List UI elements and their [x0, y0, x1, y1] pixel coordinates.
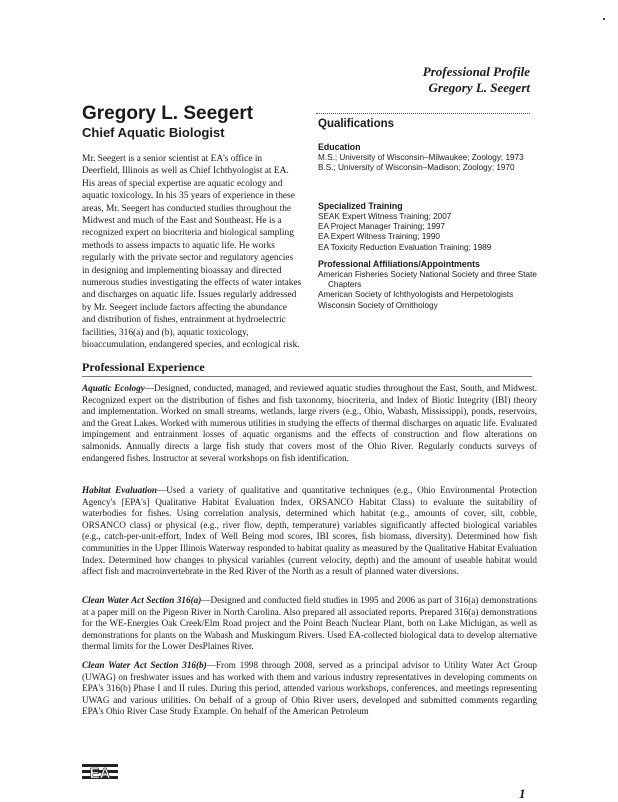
experience-paragraph [82, 485, 537, 578]
experience-paragraph [82, 595, 537, 653]
education-section [318, 142, 538, 173]
experience-heading: Professional Experience [82, 360, 205, 374]
experience-text: —Designed, conducted, managed, and reviewed aquatic studies throughout the East, South, and Midwest. Recognized expert on the distribution of fishes and fish taxonomy, biocriteria, and Index of Biotic Integrity (IBI) theory and implementation. Worked on small streams, wetlands, large rivers (e.g., Ohio, Wabash, Mississippi), ponds, reservoirs, and the Great Lakes. Worked with numerous utilities in studying the effects of thermal discharges on aquatic life. Evaluated impingement and entrainment losses of aquatic organisms and the effects of construction and flow alterations on salmonids. Annually directs a large fish study that covers most of the Ohio River. Regularly conducts surveys of endangered fishes. Instructor at several workshops on fish identification. [82, 383, 537, 463]
affiliation-item: American Fisheries Society National Society and three State Chapters [318, 270, 537, 290]
affiliations-heading: Professional Affiliations/Appointments [318, 259, 480, 269]
experience-text: —From 1998 through 2008, served as a principal advisor to Utility Water Act Group (UWAG) on freshwater issues and has worked with them and various industry representatives in developing comments on EPA's 316(b) Phase I and II rules. During this period, attended various workshops, conferences, and meetings representing UWAG and various utilities. On behalf of a group of Ohio River users, developed and submitted comments regarding EPA's Ohio River Case Study Example. On behalf of the American Petroleum [82, 660, 537, 717]
training-heading: Specialized Training [318, 201, 403, 211]
training-section [318, 201, 538, 253]
qualifications-heading: Qualifications [318, 118, 395, 130]
training-item: EA Expert Witness Training; 1990 [318, 232, 440, 242]
qualifications-rule [316, 113, 530, 116]
scan-speck [603, 18, 605, 20]
ea-logo [82, 762, 118, 782]
experience-lead: Aquatic Ecology [82, 383, 145, 393]
profile-label: Professional Profile [422, 64, 530, 79]
profile-header [423, 64, 530, 96]
experience-lead: Clean Water Act Section 316(b) [82, 660, 207, 670]
page-number: 1 [519, 786, 526, 801]
experience-paragraph [82, 383, 537, 464]
affiliations-section [318, 259, 538, 311]
education-item: B.S.; University of Wisconsin–Madison; Zoology; 1970 [318, 163, 515, 173]
experience-text: —Designed and conducted field studies in 1995 and 2006 as part of 316(a) demonstrations at a paper mill on the Pigeon River in North Carolina. Also prepared all associated reports. Prepared 316(a) demonstrations for the WE-Energies Oak Creek/Elm Road project and the Point Beach Nuclear Plant, both on Lake Michigan, as well as demonstrations for plants on the Wabash and Muskingum Rivers. Used EA-collected biological data to develop alternative thermal limits for the Lower DesPlaines River. [82, 595, 537, 652]
bio-paragraph: Mr. Seegert is a senior scientist at EA's office in Deerfield, Illinois as well as Chief Ichthyologist at EA. His areas of special expertise are aquatic ecology and aquatic toxicology. In his 35 years of experience in these areas, Mr. Seegert has conducted studies throughout the Midwest and much of the East and Southeast. He is a recognized expert on biocriteria and biological sampling methods to assess impacts to aquatic life. He works regularly with the private sector and regulatory agencies in designing and implementing bioassay and directed numerous studies investigating the effects of water intakes and discharges on aquatic life. Issues regularly addressed by Mr. Seegert include factors affecting the abundance and distribution of fishes, entrainment at hydroelectric facilities, 316(a) and (b), aquatic toxicology, bioaccumulation, endangered species, and ecological risk. [82, 154, 302, 351]
affiliation-item: Wisconsin Society of Ornithology [318, 300, 438, 310]
experience-text: —Used a variety of qualitative and quantitative techniques (e.g., Ohio Environmental Protection Agency's [EPA's] Qualitative Habitat Evaluation Index, ORSANCO Habitat Class) to evaluate the suitability of waterbodies for fishes. Using correlation analysis, determined which habitat (e.g., amounts of cover, silt, cobble, ORSANCO class) or physical (e.g., river flow, depth, temperature) variables significantly affected biological variables (e.g., catch-per-unit-effort, Index of Well Being mod scores, IBI scores, fish biomass, diversity). Determined how fish communities in the Upper Illinois Waterway responded to habitat quality as measured by the Qualitative Habitat Evaluation Index. Determined how changes to physical variables (current velocity, depth) and the amount of useable habitat would affect fish and macroinvertebrate in the Red River of the North as a result of planned water diversions. [82, 485, 538, 577]
affiliation-item: American Society of Ichthyologists and Herpetologists [318, 290, 514, 300]
experience-lead: Clean Water Act Section 316(a) [82, 595, 202, 605]
profile-name: Gregory L. Seegert [428, 80, 530, 95]
person-title: Chief Aquatic Biologist [82, 125, 225, 140]
logo-text: EA [89, 765, 111, 782]
training-item: SEAK Expert Witness Training; 2007 [318, 212, 452, 221]
training-item: EA Project Manager Training; 1997 [318, 222, 445, 232]
person-name: Gregory L. Seegert [82, 103, 254, 124]
experience-lead: Habitat Evaluation [82, 485, 158, 495]
experience-rule [82, 376, 532, 377]
training-item: EA Toxicity Reduction Evaluation Training; 1989 [318, 242, 492, 252]
education-heading: Education [318, 142, 361, 152]
experience-paragraph [82, 660, 537, 718]
education-item: M.S.; University of Wisconsin–Milwaukee; Zoology; 1973 [318, 153, 524, 162]
